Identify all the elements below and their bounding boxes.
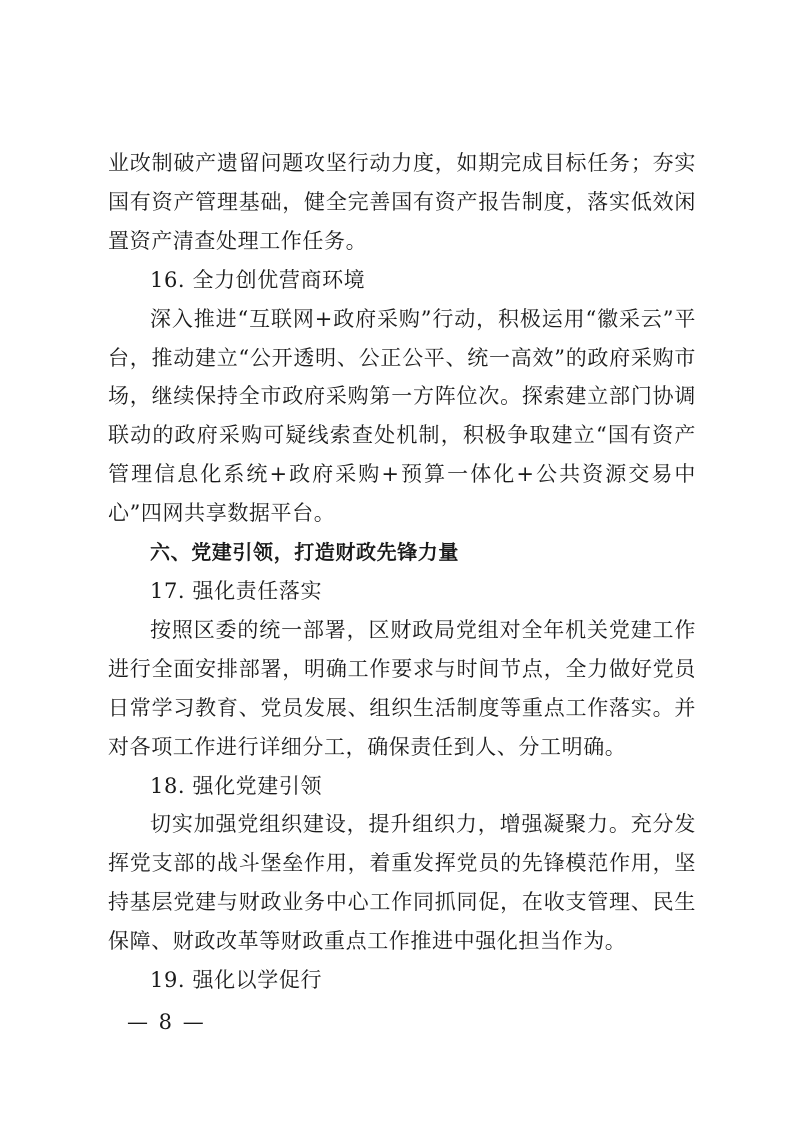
subheading-17: 17. 强化责任落实: [150, 578, 323, 603]
page-number: — 8 —: [127, 1010, 206, 1034]
paragraph-continuation: 业改制破产遗留问题攻坚行动力度，如期完成目标任务；夯实国有资产管理基础，健全完善国有资产报告制度，落实低效闲置资产清查处理工作任务。: [108, 151, 696, 253]
subheading-16: 16. 全力创优营商环境: [150, 267, 366, 292]
subheading-19: 19. 强化以学促行: [150, 968, 323, 993]
document-body: [108, 144, 696, 1000]
paragraph-responsibility: 按照区委的统一部署，区财政局党组对全年机关党建工作进行全面安排部署，明确工作要求与时间节点，全力做好党员日常学习教育、党员发展、组织生活制度等重点工作落实。并对各项工作进行详细分工，确保责任到人、分工明确。: [108, 617, 696, 759]
subheading-18: 18. 强化党建引领: [150, 773, 323, 798]
section-heading-6: 六、党建引领，打造财政先锋力量: [150, 540, 459, 565]
paragraph-party-building: 切实加强党组织建设，提升组织力，增强凝聚力。充分发挥党支部的战斗堡垒作用，着重发挥党员的先锋模范作用，坚持基层党建与财政业务中心工作同抓同促，在收支管理、民生保障、财政改革等财政重点工作推进中强化担当作为。: [108, 812, 696, 954]
paragraph-procurement: 深入推进“互联网+政府采购”行动，积极运用“徽采云”平台，推动建立“公开透明、公正公平、统一高效”的政府采购市场，继续保持全市政府采购第一方阵位次。探索建立部门协调联动的政府采购可疑线索查处机制，积极争取建立“国有资产管理信息化系统+政府采购+预算一体化+公共资源交易中心”四网共享数据平台。: [108, 306, 696, 526]
